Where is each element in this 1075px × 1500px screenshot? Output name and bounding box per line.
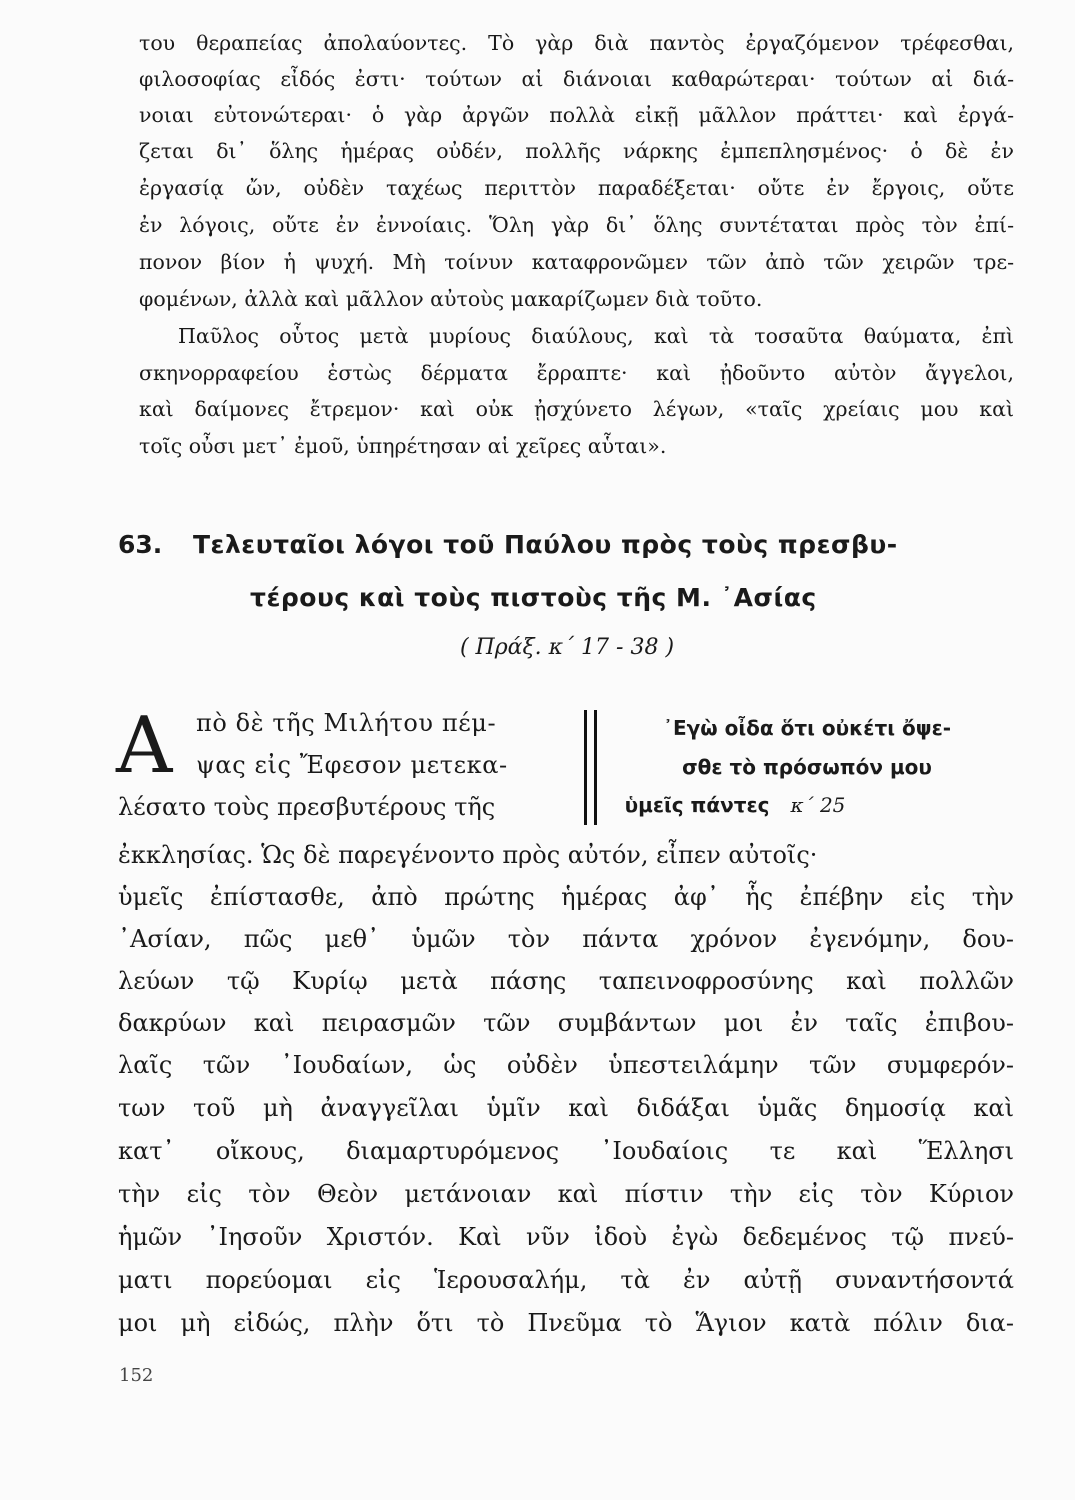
text-line: του θεραπείας ἀπολαύοντες. Τὸ γὰρ διὰ παντὸς ἐργαζόμενον τρέφεσθαι, bbox=[139, 31, 1014, 55]
quote-line-text: ὑμεῖς πάντες bbox=[624, 793, 770, 817]
page-number: 152 bbox=[119, 1365, 154, 1386]
section-title-line2: τέρους καὶ τοὺς πιστοὺς τῆς Μ. ᾿Ασίας bbox=[250, 583, 817, 612]
quote-reference: κ΄ 25 bbox=[790, 793, 846, 817]
text-line: λεύων τῷ Κυρίῳ μετὰ πάσης ταπεινοφροσύνης καὶ πολλῶν bbox=[118, 967, 1014, 995]
text-line: κατ᾿ οἴκους, διαμαρτυρόμενος ᾿Ιουδαίοις τε καὶ Ἕλλησι bbox=[118, 1137, 1014, 1165]
text-line: τοῖς οὖσι μετ᾿ ἐμοῦ, ὑπηρέτησαν αἱ χεῖρες αὗται». bbox=[139, 434, 667, 458]
left-column-line: λέσατο τοὺς πρεσβυτέρους τῆς bbox=[118, 793, 496, 821]
section-number: 63. bbox=[118, 530, 163, 559]
left-column-line: πὸ δὲ τῆς Μιλήτου πέμ- bbox=[196, 709, 497, 737]
text-line: τὴν εἰς τὸν Θεὸν μετάνοιαν καὶ πίστιν τὴν εἰς τὸν Κύριον bbox=[118, 1180, 1014, 1208]
section-title-line1: Τελευταῖοι λόγοι τοῦ Παύλου πρὸς τοὺς πρεσβυ- bbox=[193, 530, 898, 559]
text-line: μοι μὴ εἰδώς, πλὴν ὅτι τὸ Πνεῦμα τὸ Ἅγιον κατὰ πόλιν δια- bbox=[118, 1309, 1014, 1337]
text-line: των τοῦ μὴ ἀναγγεῖλαι ὑμῖν καὶ διδάξαι ὑμᾶς δημοσίᾳ καὶ bbox=[118, 1094, 1014, 1122]
text-line: φιλοσοφίας εἶδός ἐστι· τούτων αἱ διάνοιαι καθαρώτεραι· τούτων αἱ διά- bbox=[139, 67, 1014, 91]
text-line: ζεται δι᾿ ὅλης ἡμέρας οὐδέν, πολλῆς νάρκης ἐμπεπλησμένος· ὁ δὲ ἐν bbox=[139, 139, 1014, 163]
text-line: σκηνορραφείου ἑστὼς δέρματα ἔρραπτε· καὶ ᾐδοῦντο αὐτὸν ἄγγελοι, bbox=[139, 361, 1014, 385]
text-line: φομένων, ἀλλὰ καὶ μᾶλλον αὐτοὺς μακαρίζωμεν διὰ τοῦτο. bbox=[139, 287, 763, 311]
text-line: ματι πορεύομαι εἰς Ἱερουσαλήμ, τὰ ἐν αὐτῇ συναντήσοντά bbox=[118, 1266, 1014, 1294]
quote-line: σθε τὸ πρόσωπόν μου bbox=[682, 755, 932, 779]
text-line: ἐν λόγοις, οὔτε ἐν ἐννοίαις. Ὅλη γὰρ δι᾿ ὅλης συντέταται πρὸς τὸν ἐπί- bbox=[139, 213, 1014, 237]
text-line: καὶ δαίμονες ἔτρεμον· καὶ οὐκ ᾐσχύνετο λέγων, «ταῖς χρείαις μου καὶ bbox=[139, 397, 1014, 421]
quote-line: ᾿Εγὼ οἶδα ὅτι οὐκέτι ὄψε- bbox=[662, 716, 952, 740]
text-line: ἡμῶν ᾿Ιησοῦν Χριστόν. Καὶ νῦν ἰδοὺ ἐγὼ δεδεμένος τῷ πνεύ- bbox=[118, 1223, 1014, 1251]
drop-cap: Α bbox=[116, 701, 173, 791]
text-line: ἐκκλησίας. Ὡς δὲ παρεγένοντο πρὸς αὐτόν, εἶπεν αὐτοῖς· bbox=[118, 841, 818, 869]
quote-line bbox=[540, 789, 930, 822]
text-line: Παῦλος οὗτος μετὰ μυρίους διαύλους, καὶ τὰ τοσαῦτα θαύματα, ἐπὶ bbox=[178, 324, 1014, 348]
scripture-reference: ( Πράξ. κ΄ 17 - 38 ) bbox=[459, 635, 675, 660]
text-line: λαῖς τῶν ᾿Ιουδαίων, ὡς οὐδὲν ὑπεστειλάμην τῶν συμφερόν- bbox=[118, 1051, 1014, 1079]
text-line: ὑμεῖς ἐπίστασθε, ἀπὸ πρώτης ἡμέρας ἀφ᾿ ἧς ἐπέβην εἰς τὴν bbox=[118, 883, 1014, 911]
text-line: ᾿Ασίαν, πῶς μεθ᾿ ὑμῶν τὸν πάντα χρόνον ἐγενόμην, δου- bbox=[118, 925, 1014, 953]
left-column-line: ψας εἰς Ἔφεσον μετεκα- bbox=[196, 751, 508, 779]
text-line: δακρύων καὶ πειρασμῶν τῶν συμβάντων μοι ἐν ταῖς ἐπιβου- bbox=[118, 1009, 1014, 1037]
text-line: νοιαι εὐτονώτεραι· ὁ γὰρ ἀργῶν πολλὰ εἰκῇ μᾶλλον πράττει· καὶ ἐργά- bbox=[139, 103, 1014, 127]
text-line: πονον βίον ἡ ψυχή. Μὴ τοίνυν καταφρονῶμεν τῶν ἀπὸ τῶν χειρῶν τρε- bbox=[139, 250, 1014, 274]
text-line: ἐργασίᾳ ὤν, οὐδὲν ταχέως περιττὸν παραδέξεται· οὔτε ἐν ἔργοις, οὔτε bbox=[139, 176, 1014, 200]
